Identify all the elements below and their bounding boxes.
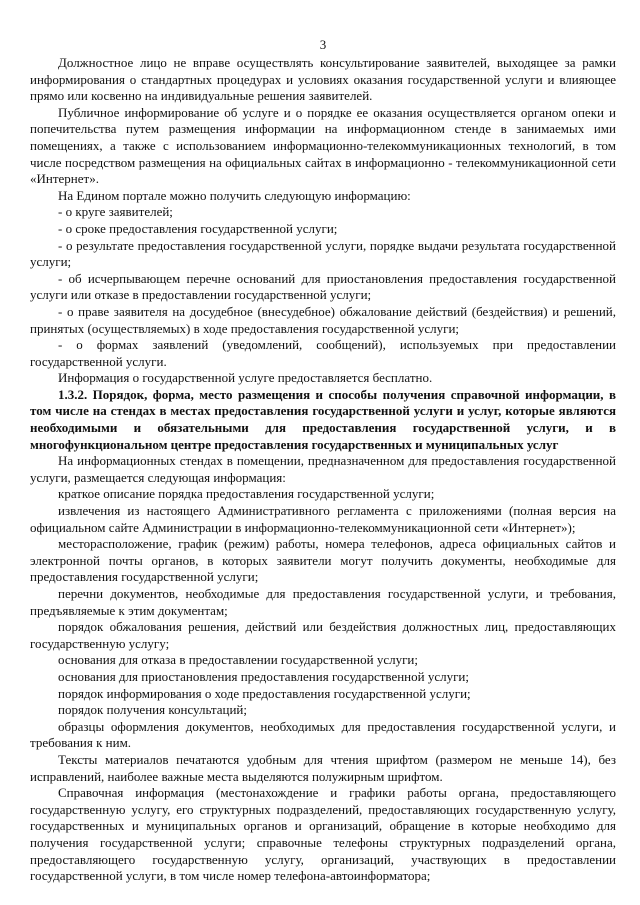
paragraph: - об исчерпывающем перечне оснований для приостановления предоставления государственной услуги или отказе в предоставлении государственной услуги;: [30, 270, 616, 303]
paragraph: - о формах заявлений (уведомлений, сообщений), используемых при предоставлении государственной услуги.: [30, 337, 616, 369]
paragraph: краткое описание порядка предоставления государственной услуги;: [58, 486, 435, 502]
paragraph: перечни документов, необходимые для предоставления государственной услуги, и требования, предъявляемые к этим документам;: [30, 586, 616, 618]
paragraph: Тексты материалов печатаются удобным для чтения шрифтом (размером не меньше 14), без исправлений, наиболее важные места выделяются полужирным шрифтом.: [30, 751, 616, 784]
paragraph: Справочная информация (местонахождение и графики работы органа, предоставляющего государственную услугу, его структурных подразделений, предоставляющих государственную услугу, государственных и муниципальных органов и организаций, обращение в которые необходимо для получения государственной услуги; справочные телефоны структурных подразделений органа, предоставляющего государственную услугу, организаций, участвующих в предоставлении государственной услуги, в том числе номер телефона-автоинформатора;: [30, 785, 616, 884]
paragraph: образцы оформления документов, необходимых для предоставления государственной услуги, и требования к ним.: [30, 718, 616, 751]
page-number: 3: [319, 37, 327, 52]
paragraph: порядок обжалования решения, действий или бездействия должностных лиц, предоставляющих государственную услугу;: [30, 619, 616, 651]
paragraph: Должностное лицо не вправе осуществлять консультирование заявителей, выходящее за рамки информирования о стандартных процедурах и условиях оказания государственной услуги и влияющее прямо или косвенно на индивидуальные решения заявителей.: [30, 55, 616, 104]
paragraph: На Едином портале можно получить следующую информацию:: [58, 187, 411, 203]
paragraph: порядок информирования о ходе предоставления государственной услуги;: [58, 685, 471, 701]
paragraph: основания для приостановления предоставления государственной услуги;: [58, 668, 470, 684]
paragraph: извлечения из настоящего Административного регламента с приложениями (полная версия на официальном сайте Администрации в информационно-телекоммуникационной сети «Интернет»);: [30, 503, 616, 535]
paragraph: Информация о государственной услуге предоставляется бесплатно.: [58, 370, 433, 386]
paragraph: - о сроке предоставления государственной услуги;: [58, 220, 338, 236]
paragraph: порядок получения консультаций;: [58, 702, 247, 718]
paragraph: - о праве заявителя на досудебное (внесудебное) обжалование действий (бездействия) и решений, принятых (осуществляемых) в ходе предоставления государственной услуги;: [30, 303, 616, 336]
document-body: [30, 55, 616, 885]
paragraph: основания для отказа в предоставлении государственной услуги;: [58, 652, 418, 668]
paragraph: - о круге заявителей;: [58, 204, 173, 220]
paragraph: - о результате предоставления государственной услуги, порядке выдачи результата государственной услуги;: [30, 237, 616, 270]
paragraph: месторасположение, график (режим) работы, номера телефонов, адреса официальных сайтов и электронной почты органов, в которых заявители могут получить документы, необходимые для предоставления государственной услуги;: [30, 536, 616, 585]
paragraph: На информационных стендах в помещении, предназначенном для предоставления государственной услуги, размещается следующая информация:: [30, 453, 616, 485]
section-heading: 1.3.2. Порядок, форма, место размещения и способы получения справочной информации, в том числе на стендах в местах предоставления государственной услуги и услуг, которые являются необходимыми и обязательными для предоставления государственной услуги, и в многофункциональном центре предоставления государственных и муниципальных услуг: [30, 386, 616, 452]
paragraph: Публичное информирование об услуге и о порядке ее оказания осуществляется органом опеки и попечительства путем размещения информации на информационном стенде в занимаемых ими помещениях, а также с использованием информационно-телекоммуникационных технологий, в том числе посредством размещения на официальных сайтах в информационно - телекоммуникационной сети «Интернет».: [30, 104, 616, 187]
